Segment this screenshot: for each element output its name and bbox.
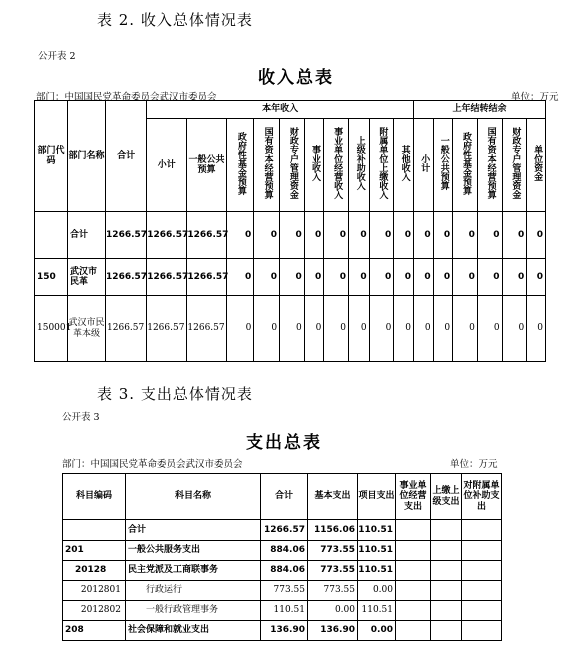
header-col: 上缴上级支出 bbox=[431, 474, 462, 520]
cell-name: 民主党派及工商联事务 bbox=[126, 561, 261, 581]
cell-value: 0 bbox=[254, 296, 280, 362]
cell-project: 110.51 bbox=[358, 601, 396, 621]
header-col: 基本支出 bbox=[308, 474, 358, 520]
cell-project: 110.51 bbox=[358, 520, 396, 541]
cell-basic: 773.55 bbox=[308, 581, 358, 601]
cell-subtotal: 1266.57 bbox=[147, 296, 187, 362]
cell-value: 0 bbox=[414, 212, 434, 259]
table-row bbox=[35, 296, 546, 362]
table3-tag: 公开表 3 bbox=[62, 412, 100, 423]
cell-value: 0 bbox=[433, 296, 453, 362]
table2-tag: 公开表 2 bbox=[38, 51, 76, 62]
cell-empty bbox=[431, 601, 462, 621]
cell-value: 0 bbox=[324, 259, 349, 296]
cell-value: 0 bbox=[280, 296, 305, 362]
cell-empty bbox=[396, 601, 431, 621]
cell-value: 0 bbox=[414, 259, 434, 296]
table-row bbox=[35, 259, 546, 296]
header-current-col: 财政专户管理资金 bbox=[280, 119, 305, 212]
header-dept-name: 部门名称 bbox=[67, 101, 105, 212]
header-dept-code: 部门代码 bbox=[35, 101, 68, 212]
table-row bbox=[63, 581, 502, 601]
cell-code: 201 bbox=[63, 541, 126, 561]
table2-title: 收入总表 bbox=[258, 68, 334, 88]
cell-value: 0 bbox=[226, 212, 254, 259]
header-current-col: 上级补助收入 bbox=[349, 119, 370, 212]
header-current-col: 国有资本经营预算 bbox=[254, 119, 280, 212]
cell-empty bbox=[396, 561, 431, 581]
cell-value: 0 bbox=[527, 212, 546, 259]
cell-empty bbox=[431, 621, 462, 641]
header-current-col: 政府性基金预算 bbox=[226, 119, 254, 212]
cell-value: 0 bbox=[433, 259, 453, 296]
cell-name: 行政运行 bbox=[126, 581, 261, 601]
cell-total: 773.55 bbox=[261, 581, 308, 601]
cell-empty bbox=[462, 621, 502, 641]
cell-value: 0 bbox=[369, 212, 394, 259]
cell-value: 0 bbox=[304, 212, 324, 259]
cell-project: 0.00 bbox=[358, 621, 396, 641]
cell-empty bbox=[462, 541, 502, 561]
cell-value: 0 bbox=[349, 259, 370, 296]
header-col: 科目编码 bbox=[63, 474, 126, 520]
table3-title: 支出总表 bbox=[246, 433, 322, 453]
header-carryover: 上年结转结余 bbox=[414, 101, 546, 119]
expense-table bbox=[62, 473, 502, 641]
cell-value: 0 bbox=[502, 212, 527, 259]
header-carry-col: 一般公共预算 bbox=[433, 119, 453, 212]
cell-basic: 1156.06 bbox=[308, 520, 358, 541]
cell-value: 0 bbox=[304, 296, 324, 362]
cell-code: 2012802 bbox=[63, 601, 126, 621]
cell-total: 1266.57 bbox=[106, 296, 147, 362]
cell-value: 0 bbox=[324, 296, 349, 362]
cell-empty bbox=[431, 581, 462, 601]
cell-total: 884.06 bbox=[261, 561, 308, 581]
header-total: 合计 bbox=[106, 101, 147, 212]
header-current-col: 小计 bbox=[147, 119, 187, 212]
table2-unit: 单位：万元 bbox=[511, 92, 559, 103]
table2-dept: 部门：中国国民党革命委员会武汉市委员会 bbox=[36, 92, 217, 103]
cell-general: 1266.57 bbox=[187, 212, 226, 259]
cell-value: 0 bbox=[527, 259, 546, 296]
cell-value: 0 bbox=[226, 259, 254, 296]
cell-name: 一般公共服务支出 bbox=[126, 541, 261, 561]
cell-empty bbox=[431, 541, 462, 561]
cell-empty bbox=[396, 541, 431, 561]
cell-value: 0 bbox=[453, 296, 478, 362]
cell-empty bbox=[462, 601, 502, 621]
cell-subtotal: 1266.57 bbox=[147, 212, 187, 259]
cell-value: 0 bbox=[226, 296, 254, 362]
cell-value: 0 bbox=[527, 296, 546, 362]
cell-empty bbox=[462, 581, 502, 601]
header-carry-col: 政府性基金预算 bbox=[453, 119, 478, 212]
cell-value: 0 bbox=[280, 259, 305, 296]
header-carry-col: 国有资本经营预算 bbox=[477, 119, 502, 212]
table-row bbox=[63, 561, 502, 581]
cell-total: 884.06 bbox=[261, 541, 308, 561]
header-col: 合计 bbox=[261, 474, 308, 520]
header-current-col: 事业收入 bbox=[304, 119, 324, 212]
table3-section-title: 表 3. 支出总体情况表 bbox=[97, 385, 253, 403]
cell-value: 0 bbox=[453, 259, 478, 296]
cell-total: 110.51 bbox=[261, 601, 308, 621]
header-col: 科目名称 bbox=[126, 474, 261, 520]
cell-value: 0 bbox=[477, 259, 502, 296]
cell-project: 110.51 bbox=[358, 561, 396, 581]
header-col: 项目支出 bbox=[358, 474, 396, 520]
cell-value: 0 bbox=[414, 296, 434, 362]
header-current-col: 一般公共预算 bbox=[187, 119, 226, 212]
cell-value: 0 bbox=[477, 212, 502, 259]
cell-value: 0 bbox=[433, 212, 453, 259]
cell-value: 0 bbox=[324, 212, 349, 259]
cell-code: 2012801 bbox=[63, 581, 126, 601]
cell-value: 0 bbox=[453, 212, 478, 259]
header-current-col: 附属单位上缴收入 bbox=[369, 119, 394, 212]
cell-empty bbox=[396, 581, 431, 601]
cell-value: 0 bbox=[254, 259, 280, 296]
header-carry-col: 小计 bbox=[414, 119, 434, 212]
cell-general: 1266.57 bbox=[187, 296, 226, 362]
cell-code: 208 bbox=[63, 621, 126, 641]
cell-name: 武汉市民革 bbox=[67, 259, 105, 296]
cell-code: 150001 bbox=[35, 296, 68, 362]
cell-name: 社会保障和就业支出 bbox=[126, 621, 261, 641]
cell-value: 0 bbox=[280, 212, 305, 259]
cell-name: 一般行政管理事务 bbox=[126, 601, 261, 621]
cell-empty bbox=[462, 561, 502, 581]
cell-value: 0 bbox=[502, 259, 527, 296]
table-row bbox=[63, 621, 502, 641]
cell-code: 20128 bbox=[63, 561, 126, 581]
cell-value: 0 bbox=[502, 296, 527, 362]
cell-total: 1266.57 bbox=[106, 212, 147, 259]
cell-total: 1266.57 bbox=[261, 520, 308, 541]
cell-project: 0.00 bbox=[358, 581, 396, 601]
table-row bbox=[63, 541, 502, 561]
header-current-col: 其他收入 bbox=[394, 119, 414, 212]
cell-total: 136.90 bbox=[261, 621, 308, 641]
cell-empty bbox=[462, 520, 502, 541]
table3-unit: 单位：万元 bbox=[450, 459, 498, 470]
cell-basic: 773.55 bbox=[308, 541, 358, 561]
cell-value: 0 bbox=[394, 259, 414, 296]
cell-name: 合计 bbox=[126, 520, 261, 541]
cell-value: 0 bbox=[349, 296, 370, 362]
cell-value: 0 bbox=[304, 259, 324, 296]
cell-value: 0 bbox=[477, 296, 502, 362]
cell-empty bbox=[431, 561, 462, 581]
income-table bbox=[34, 100, 546, 362]
table-row bbox=[63, 601, 502, 621]
header-current-income: 本年收入 bbox=[147, 101, 414, 119]
cell-empty bbox=[396, 520, 431, 541]
header-current-col: 事业单位经营收入 bbox=[324, 119, 349, 212]
header-carry-col: 财政专户管理资金 bbox=[502, 119, 527, 212]
header-carry-col: 单位资金 bbox=[527, 119, 546, 212]
cell-empty bbox=[396, 621, 431, 641]
table2-section-title: 表 2. 收入总体情况表 bbox=[97, 11, 253, 29]
cell-basic: 136.90 bbox=[308, 621, 358, 641]
cell-value: 0 bbox=[369, 296, 394, 362]
cell-project: 110.51 bbox=[358, 541, 396, 561]
cell-value: 0 bbox=[394, 296, 414, 362]
header-col: 事业单位经营支出 bbox=[396, 474, 431, 520]
cell-subtotal: 1266.57 bbox=[147, 259, 187, 296]
cell-value: 0 bbox=[394, 212, 414, 259]
cell-value: 0 bbox=[349, 212, 370, 259]
cell-empty bbox=[431, 520, 462, 541]
cell-value: 0 bbox=[369, 259, 394, 296]
table-row bbox=[63, 520, 502, 541]
cell-basic: 0.00 bbox=[308, 601, 358, 621]
cell-name: 武汉市民革本级 bbox=[67, 296, 105, 362]
cell-name: 合计 bbox=[67, 212, 105, 259]
cell-basic: 773.55 bbox=[308, 561, 358, 581]
table3-dept: 部门：中国国民党革命委员会武汉市委员会 bbox=[62, 459, 243, 470]
cell-general: 1266.57 bbox=[187, 259, 226, 296]
cell-code: 150 bbox=[35, 259, 68, 296]
table-row bbox=[35, 212, 546, 259]
cell-value: 0 bbox=[254, 212, 280, 259]
cell-code bbox=[63, 520, 126, 541]
header-col: 对附属单位补助支出 bbox=[462, 474, 502, 520]
cell-code bbox=[35, 212, 68, 259]
cell-total: 1266.57 bbox=[106, 259, 147, 296]
